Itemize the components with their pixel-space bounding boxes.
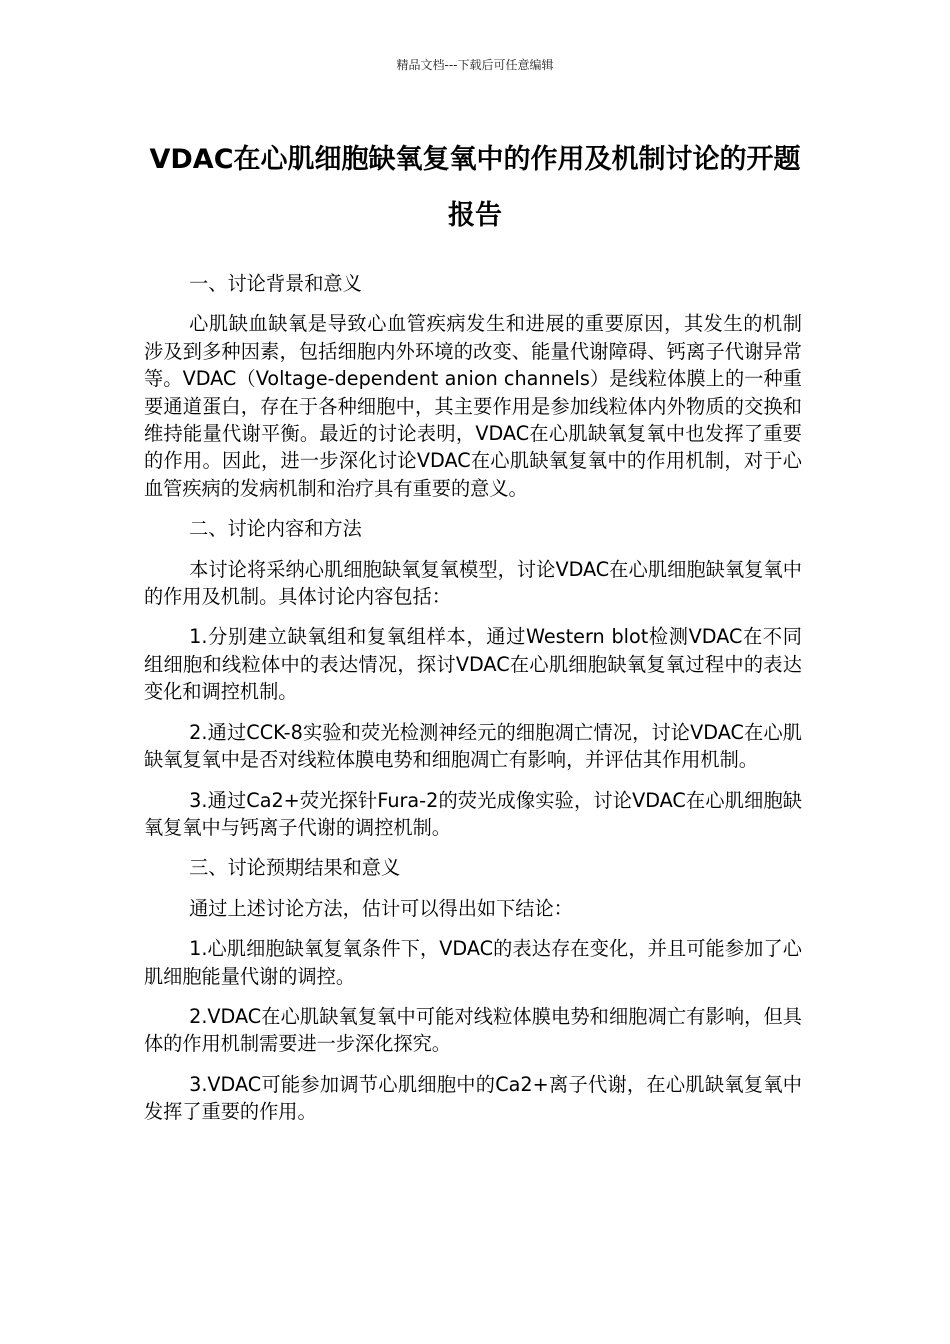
list-item-method-1: 1.分别建立缺氧组和复氧组样本，通过Western blot检测VDAC在不同组细胞和线粒体中的表达情况，探讨VDAC在心肌细胞缺氧复氧过程中的表达变化和调控机制。 (144, 625, 802, 704)
section-heading-background: 一、讨论背景和意义 (189, 272, 362, 295)
section-heading-expected-results: 三、讨论预期结果和意义 (189, 856, 401, 880)
page-header: 精品文档---下载后可任意编辑 (396, 58, 554, 72)
paragraph-background: 心肌缺血缺氧是导致心血管疾病发生和进展的重要原因，其发生的机制涉及到多种因素，包括细胞内外环境的改变、能量代谢障碍、钙离子代谢异常等。VDAC（Voltage-dependent anion channels）是线粒体膜上的一种重要通道蛋白，存在于各种细胞中，其主要作用是参加线粒体内外物质的交换和维持能量代谢平衡。最近的讨论表明，VDAC在心肌缺氧复氧中也发挥了重要的作用。因此，进一步深化讨论VDAC在心肌缺氧复氧中的作用机制，对于心血管疾病的发病机制和治疗具有重要的意义。 (144, 312, 802, 500)
list-item-method-3: 3.通过Ca2+荧光探针Fura-2的荧光成像实验，讨论VDAC在心肌细胞缺氧复氧中与钙离子代谢的调控机制。 (144, 788, 802, 839)
list-item-method-2: 2.通过CCK-8实验和荧光检测神经元的细胞凋亡情况，讨论VDAC在心肌缺氧复氧中是否对线粒体膜电势和细胞凋亡有影响，并评估其作用机制。 (144, 720, 802, 772)
paragraph-results-intro: 通过上述讨论方法，估计可以得出如下结论： (189, 896, 573, 920)
paragraph-methods-intro: 本讨论将采纳心肌细胞缺氧复氧模型，讨论VDAC在心肌细胞缺氧复氧中的作用及机制。具体讨论内容包括： (144, 557, 802, 609)
section-heading-content-methods: 二、讨论内容和方法 (189, 517, 362, 541)
list-item-result-2: 2.VDAC在心肌缺氧复氧中可能对线粒体膜电势和细胞凋亡有影响，但具体的作用机制需要进一步深化探究。 (144, 1004, 802, 1056)
list-item-result-3: 3.VDAC可能参加调节心肌细胞中的Ca2+离子代谢，在心肌缺氧复氧中发挥了重要的作用。 (144, 1072, 802, 1124)
document-title: VDAC在心肌细胞缺氧复氧中的作用及机制讨论的开题报告 (149, 144, 801, 231)
list-item-result-1: 1.心肌细胞缺氧复氧条件下，VDAC的表达存在变化，并且可能参加了心肌细胞能量代谢的调控。 (144, 937, 802, 988)
document-body (144, 270, 802, 1139)
